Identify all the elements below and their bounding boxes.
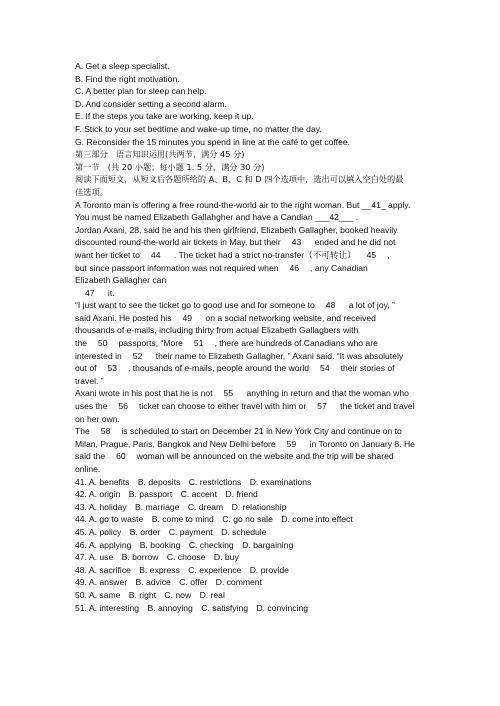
choice-a: A. use xyxy=(88,552,114,563)
question-47 xyxy=(75,551,427,564)
choice-b: B. right xyxy=(128,589,157,600)
choice-b: B. advice xyxy=(135,577,171,588)
question-number: 41. xyxy=(75,476,87,487)
choice-c: C. accent xyxy=(180,489,217,500)
choice-b: B. deposits xyxy=(137,476,181,487)
choice-a: A. sacrifice xyxy=(88,564,131,575)
question-number: 51. xyxy=(75,602,87,613)
question-46 xyxy=(75,539,427,552)
options-list xyxy=(75,60,427,148)
choice-b: B. express xyxy=(139,564,180,575)
option-c: C. A better plan for sleep can help. xyxy=(75,86,207,97)
passage-line: Elizabeth Gallagher can xyxy=(75,275,167,286)
section1-title: 第一节 (共 20 小题；每小题 1. 5 分，满分 30 分) xyxy=(75,161,265,172)
option-d: D. And consider setting a second alarm. xyxy=(75,98,227,109)
passage-line: thousands of e-mails, including thirty from actual Elizabeth Gallagbers with xyxy=(75,325,359,336)
passage-line: discounted round-the-world air tickets in May, but their 43 ended and he did not xyxy=(75,237,396,248)
choice-d: D. schedule xyxy=(221,526,267,537)
question-50 xyxy=(75,589,427,602)
choice-a: A. benefits xyxy=(88,476,130,487)
passage-line: travel. ” xyxy=(75,375,104,386)
choice-a: A. holiday xyxy=(88,501,127,512)
choice-d: D. bargaining xyxy=(242,539,294,550)
question-number: 45. xyxy=(75,526,87,537)
passage-line: A Toronto man is offering a free round-the-world air to the right woman. But __41_ apply. xyxy=(75,199,411,210)
instruction-line-1: 阅读下面短文，从短文后各题所给的 A、B、C 和 D 四个选项中，选出可以填入空白处的最 xyxy=(75,174,404,185)
choice-a: A. origin xyxy=(88,489,121,500)
question-48 xyxy=(75,564,427,577)
question-49 xyxy=(75,576,427,589)
choice-c: C. offer xyxy=(179,577,208,588)
question-41 xyxy=(75,476,427,489)
passage-line: online. xyxy=(75,464,101,474)
question-number: 50. xyxy=(75,589,87,600)
choice-a: A. answer xyxy=(88,577,128,588)
choice-b: B. annoying xyxy=(147,602,193,613)
question-number: 48. xyxy=(75,564,87,575)
choice-b: B. come to mind xyxy=(151,514,214,525)
choice-a: A. policy xyxy=(88,526,122,537)
choice-d: D. comment xyxy=(215,577,262,588)
choice-c: C. payment xyxy=(168,526,213,537)
choice-b: B. order xyxy=(129,526,161,537)
question-45 xyxy=(75,526,427,539)
question-number: 47. xyxy=(75,552,87,563)
option-e: E. If the steps you take are working, keep it up. xyxy=(75,111,254,122)
choice-c: C. experience xyxy=(188,564,242,575)
passage-line: The 58 is scheduled to start on December 21 in New York City and continue on to xyxy=(75,426,402,437)
choice-a: A. same xyxy=(88,589,121,600)
choice-d: D. examinations xyxy=(249,476,312,487)
choice-b: B. passport xyxy=(128,489,173,500)
passage-line: want her ticket to 44 . The ticket had a strict no-transfer（不可转让） 45 , xyxy=(75,249,390,260)
choice-b: B. marriage xyxy=(135,501,180,512)
passage-line: interested in 52 their name to Elizabeth Gallagher, ” Axani said. “It was absolutely xyxy=(75,350,404,361)
passage-line: uses the 56 ticket can choose to either travel with him or 57 the ticket and travel xyxy=(75,401,415,412)
option-b: B. Find the right motivation. xyxy=(75,73,180,84)
exam-page xyxy=(75,60,427,614)
choice-c: C. dream xyxy=(187,501,224,512)
question-43 xyxy=(75,501,427,514)
question-number: 42. xyxy=(75,489,87,500)
choice-d: D. relationship xyxy=(231,501,287,512)
question-51 xyxy=(75,602,427,615)
passage-line: on her own. xyxy=(75,413,120,424)
choice-a: A. go to waste xyxy=(88,514,144,525)
option-a: A. Get a sleep specialist. xyxy=(75,61,170,71)
question-number: 43. xyxy=(75,501,87,512)
choice-d: D. provide xyxy=(249,564,289,575)
choice-c: C. satisfying xyxy=(201,602,249,613)
passage-line: 47 it. xyxy=(85,287,115,298)
question-44 xyxy=(75,513,427,526)
question-number: 46. xyxy=(75,539,87,550)
passage-line: said the 60 woman will be announced on the website and the trip will be shared xyxy=(75,451,394,462)
choice-d: D. buy xyxy=(213,552,239,563)
passage-line: Axani wrote in his post that he is not 55 anything in return and that the woman who xyxy=(75,388,409,399)
choice-d: D. friend xyxy=(225,489,258,500)
choice-c: C. go no sale xyxy=(222,514,273,525)
question-number: 49. xyxy=(75,577,87,588)
passage-line: said Axani. He posted his 49 on a social networking website, and received xyxy=(75,312,376,323)
option-f: F. Stick to your set bedtime and wake-up time, no matter the day. xyxy=(75,123,322,134)
option-g: G. Reconsider the 15 minutes you spend in line at the café to get coffee. xyxy=(75,136,351,147)
passage-line: Jordan Axani, 28, said he and his then girlfriend, Elizabeth Gallagher, booked heavily xyxy=(75,224,398,235)
choice-d: D. come into effect xyxy=(281,514,353,525)
choice-b: B. booking xyxy=(139,539,181,550)
passage-line: out of 53 , thousands of e-mails, people around the world 54 their stories of xyxy=(75,363,395,374)
question-list xyxy=(75,476,427,615)
choice-c: C. choose xyxy=(166,552,206,563)
choice-a: A. interesting xyxy=(88,602,140,613)
section-header xyxy=(75,148,427,198)
question-42 xyxy=(75,488,427,501)
question-number: 44. xyxy=(75,514,87,525)
passage-line: “I just want to see the ticket go to good use and for someone to 48 a lot of joy, ” xyxy=(75,300,395,311)
choice-d: D. real xyxy=(199,589,225,600)
passage-line: You must be named Elizabeth Gallahgher and have a Candian ___42___ . xyxy=(75,212,359,223)
passage-line: Milan, Prague, Paris, Bangkok and New Delhi before 59 in Toronto on January 8. He xyxy=(75,438,415,449)
instruction-line-2: 佳选项。 xyxy=(75,186,108,197)
choice-b: B. borrow xyxy=(121,552,159,563)
passage-line: the 50 passports, “More 51 , there are hundreds of Canadians who are xyxy=(75,338,378,349)
cloze-passage xyxy=(75,199,427,476)
choice-c: C. now xyxy=(164,589,192,600)
passage-line: but since passport information was not required when 46 , any Canadian xyxy=(75,262,368,273)
part3-title: 第三部分 语言知识运用(共两节，满分 45 分) xyxy=(75,149,245,160)
choice-d: D. convincing xyxy=(256,602,309,613)
choice-c: C. checking xyxy=(188,539,234,550)
choice-c: C. restrictions xyxy=(188,476,242,487)
choice-a: A. applying xyxy=(88,539,132,550)
